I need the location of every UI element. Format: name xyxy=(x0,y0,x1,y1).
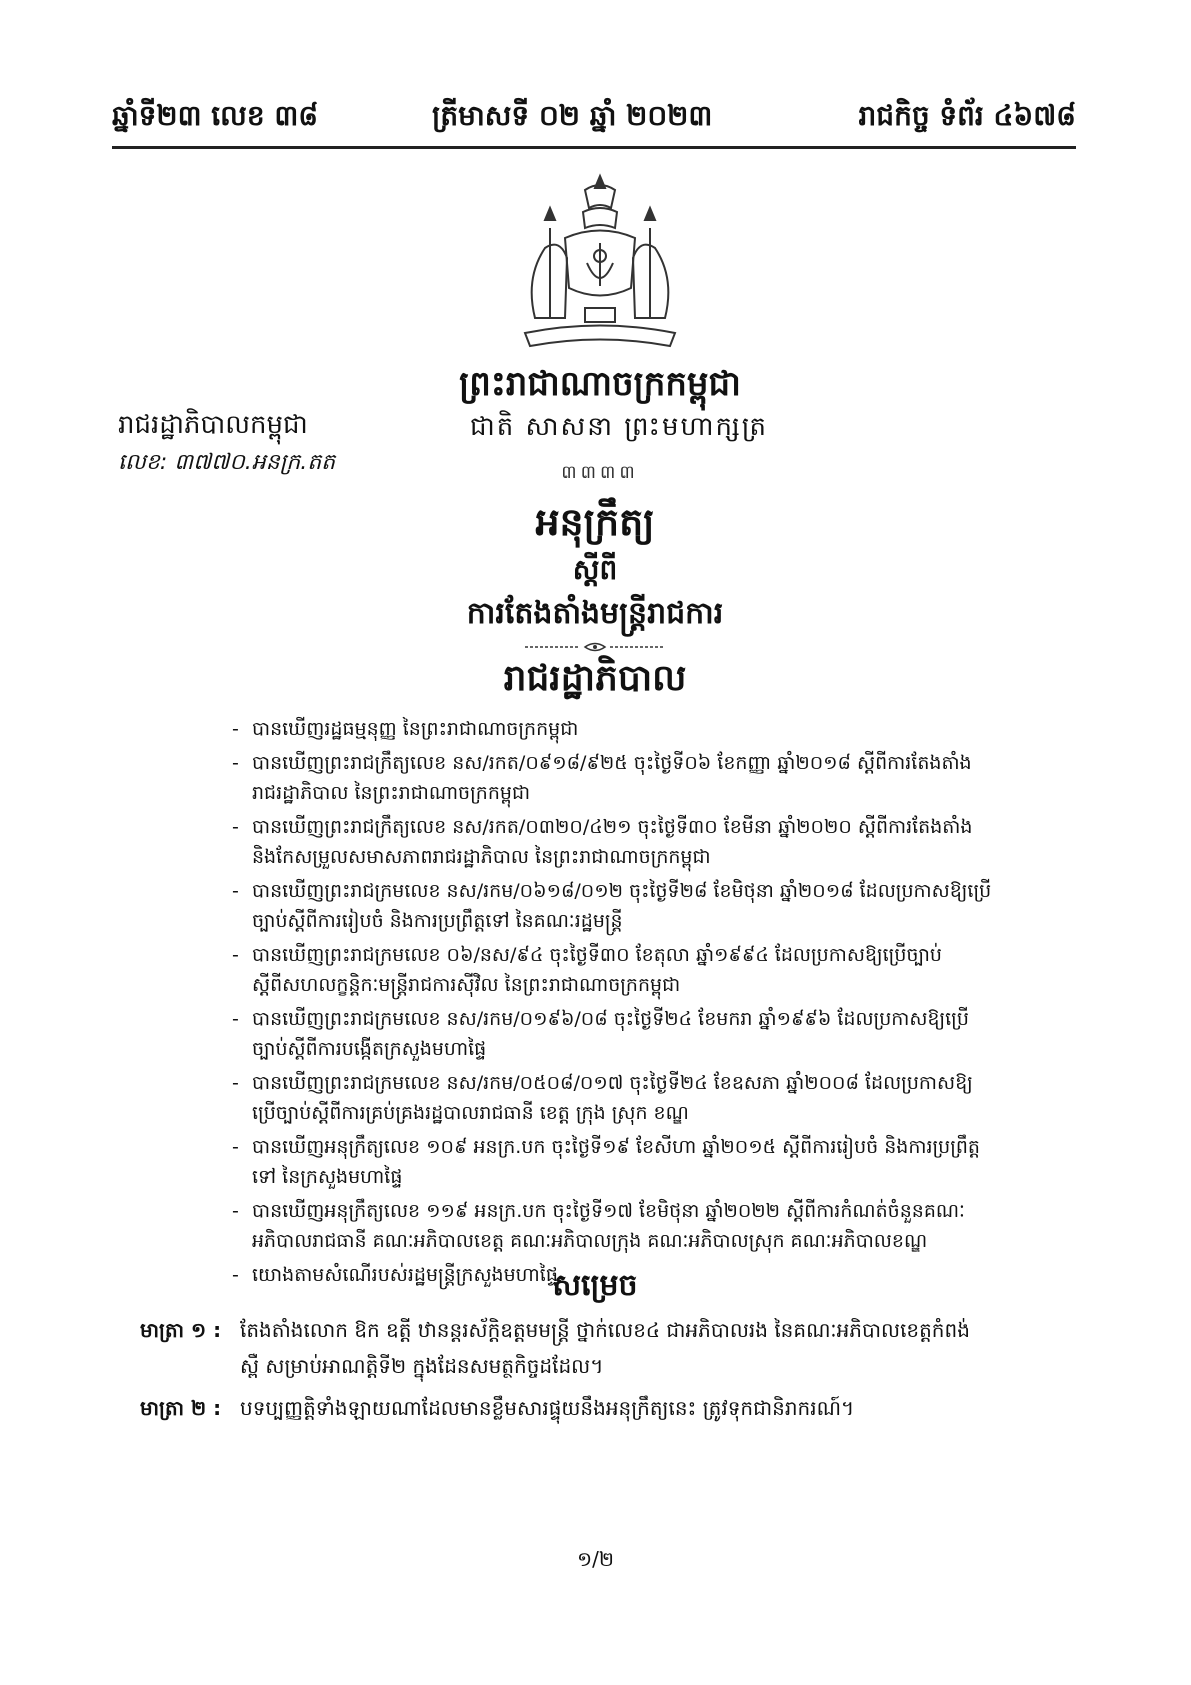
government-name: រាជរដ្ឋាភិបាលកម្ពុជា xyxy=(118,410,308,440)
issuing-authority: រាជរដ្ឋាភិបាល xyxy=(503,658,687,699)
preamble-item: - បានឃើញព្រះរាជក្រមលេខ នស/រកម/០១៩៦/០៨ ចុះថ្ងៃទី២៤ ខែមករា ឆ្នាំ១៩៩៦ ដែលប្រកាសឱ្យប្រើច្បាប់ស្តីពីការបង្កើតក្រសួងមហាផ្ទៃ xyxy=(232,1004,992,1064)
document-subject: ការតែងតាំងមន្ត្រីរាជការ xyxy=(466,596,724,631)
preamble-item: - បានឃើញរដ្ឋធម្មនុញ្ញ នៃព្រះរាជាណាចក្រកម្ពុជា xyxy=(232,714,992,744)
document-about: ស្តីពី xyxy=(572,553,618,586)
article-2-label: មាត្រា ២ : xyxy=(140,1396,222,1420)
gazette-header xyxy=(112,90,1076,149)
preamble-list xyxy=(232,714,992,1294)
preamble-item: - បានឃើញអនុក្រឹត្យលេខ ១១៩ អនក្រ.បក ចុះថ្ងៃទី១៧ ខែមិថុនា ឆ្នាំ២០២២ ស្តីពីការកំណត់ចំនួនគណៈអភិបាលរាជធានី គណៈអភិបាលខេត្ត គណៈអភិបាលក្រុង គណៈអភិបាលស្រុក គណៈអភិបាលខណ្ឌ xyxy=(232,1196,992,1256)
article-2-text: បទប្បញ្ញត្តិទាំងឡាយណាដែលមានខ្លឹមសារផ្ទុយនឹងអនុក្រឹត្យនេះ ត្រូវទុកជានិរាករណ៍។ xyxy=(240,1396,855,1420)
issue-number: ឆ្នាំទី២៣ លេខ ៣៨ xyxy=(112,99,319,132)
preamble-item: - បានឃើញព្រះរាជក្រមលេខ នស/រកម/០៥០៨/០១៧ ចុះថ្ងៃទី២៤ ខែឧសភា ឆ្នាំ២០០៨ ដែលប្រកាសឱ្យប្រើច្បាប់ស្តីពីការគ្រប់គ្រងរដ្ឋបាលរាជធានី ខេត្ត ក្រុង ស្រុក ខណ្ឌ xyxy=(232,1068,992,1128)
preamble-item: - បានឃើញព្រះរាជក្រឹត្យលេខ នស/រកត/០៣២០/៤២១ ចុះថ្ងៃទី៣០ ខែមីនា ឆ្នាំ២០២០ ស្តីពីការតែងតាំង និងកែសម្រួលសមាសភាពរាជរដ្ឋាភិបាល នៃព្រះរាជាណាចក្រកម្ពុជា xyxy=(232,812,992,872)
kingdom-title: ព្រះរាជាណាចក្រកម្ពុជា xyxy=(459,364,741,404)
page-number: ១/២ xyxy=(576,1547,614,1571)
preamble-item: - បានឃើញអនុក្រឹត្យលេខ ១០៩ អនក្រ.បក ចុះថ្ងៃទី១៩ ខែសីហា ឆ្នាំ២០១៥ ស្តីពីការរៀបចំ និងការប្រព្រឹត្តទៅ នៃក្រសួងមហាផ្ទៃ xyxy=(232,1132,992,1192)
article-1-label: មាត្រា ១ : xyxy=(140,1318,222,1342)
royal-emblem-icon xyxy=(505,168,695,358)
preamble-item: - បានឃើញព្រះរាជក្រមលេខ ០៦/នស/៩៤ ចុះថ្ងៃទី៣០ ខែតុលា ឆ្នាំ១៩៩៤ ដែលប្រកាសឱ្យប្រើច្បាប់ស្តីពីសហលក្ខន្តិកៈមន្ត្រីរាជការស៊ីវិល នៃព្រះរាជាណាចក្រកម្ពុជា xyxy=(232,940,992,1000)
national-motto: ជាតិ សាសនា ព្រះមហាក្សត្រ xyxy=(470,412,768,442)
preamble-item: - បានឃើញព្រះរាជក្រមលេខ នស/រកម/០៦១៨/០១២ ចុះថ្ងៃទី២៨ ខែមិថុនា ឆ្នាំ២០១៨ ដែលប្រកាសឱ្យប្រើច្បាប់ស្តីពីការរៀបចំ និងការប្រព្រឹត្តទៅ នៃគណៈរដ្ឋមន្ត្រី xyxy=(232,876,992,936)
gazette-page-ref: រាជកិច្ច ទំព័រ ៤៦៧៨ xyxy=(858,99,1076,132)
document-type: អនុក្រឹត្យ xyxy=(535,500,655,544)
motto-ornament: ៣៣៣៣ xyxy=(561,462,639,483)
article-1-text: តែងតាំងលោក ឱក ឧត្តី ឋានន្តរស័ក្តិឧត្តមមន្ត្រី ថ្នាក់លេខ៤ ជាអភិបាលរង នៃគណៈអភិបាលខេត្តកំពង់ស្ពឺ សម្រាប់អាណត្តិទី២ ក្នុងដែនសមត្ថកិច្ចដដែល។ xyxy=(240,1318,970,1378)
preamble-item: - យោងតាមសំណើរបស់រដ្ឋមន្ត្រីក្រសួងមហាផ្ទៃ xyxy=(232,1260,992,1290)
document-number: លេខ: ៣៧៧០.អនក្រ.តត xyxy=(118,450,336,475)
decision-heading: សម្រេច xyxy=(552,1268,638,1303)
quarter-year: ត្រីមាសទី ០២ ឆ្នាំ ២០២៣ xyxy=(432,99,713,132)
article-1 xyxy=(140,1312,1000,1384)
ornament-divider-icon xyxy=(520,640,670,654)
preamble-item: - បានឃើញព្រះរាជក្រឹត្យលេខ នស/រកត/០៩១៨/៩២៥ ចុះថ្ងៃទី០៦ ខែកញ្ញា ឆ្នាំ២០១៨ ស្តីពីការតែងតាំងរាជរដ្ឋាភិបាល នៃព្រះរាជាណាចក្រកម្ពុជា xyxy=(232,748,992,808)
article-2 xyxy=(140,1390,1000,1426)
